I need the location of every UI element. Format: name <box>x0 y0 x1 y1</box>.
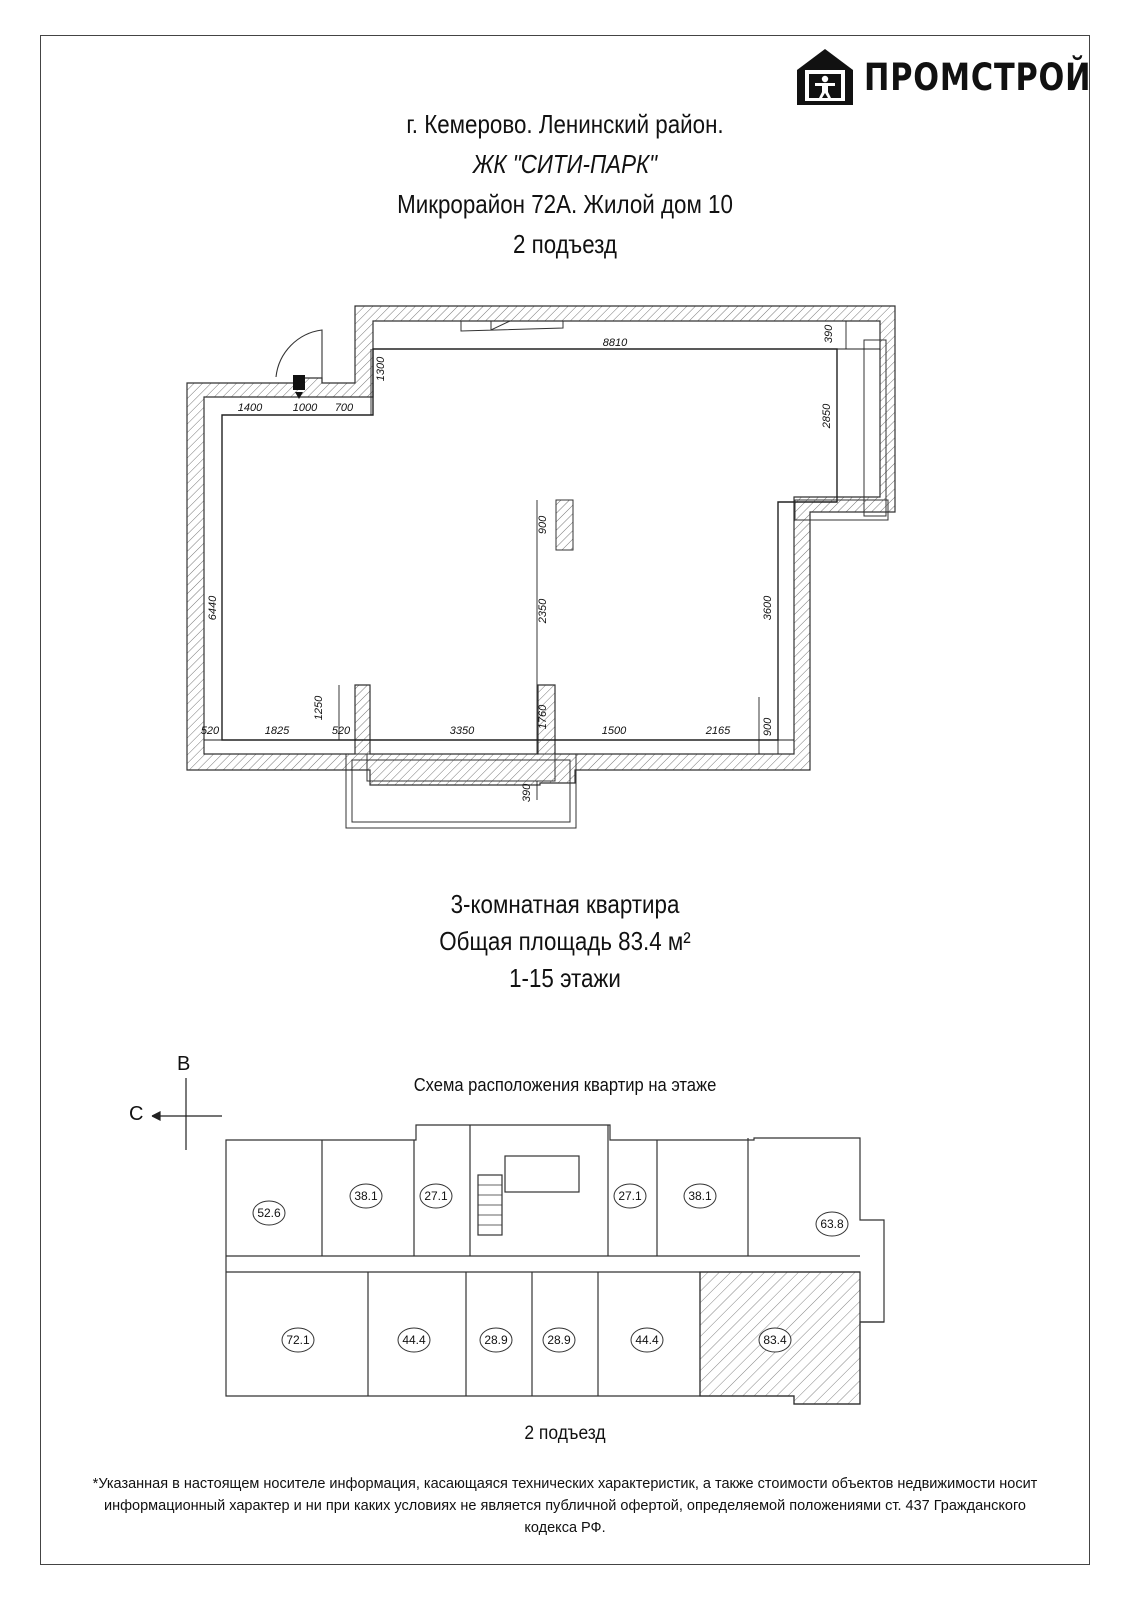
apartment-area: Общая площадь 83.4 м² <box>439 926 691 956</box>
scheme-entrance-label: 2 подъезд <box>524 1423 606 1444</box>
area-top-6: 63.8 <box>820 1217 844 1231</box>
dim-bottom-520-b: 520 <box>331 725 351 737</box>
disclaimer-line-1: *Указанная в настоящем носителе информация, касающаяся технических характеристик, а также стоимости объектов недвижимости носит <box>92 1476 1038 1492</box>
building-line: Микрорайон 72А. Жилой дом 10 <box>397 189 733 219</box>
dim-right-upper: 2850 <box>821 403 833 429</box>
compass-north-label: В <box>177 1053 191 1075</box>
dim-balcony-depth: 390 <box>521 783 533 803</box>
dim-top-length: 8810 <box>602 337 628 349</box>
central-column <box>556 500 573 550</box>
highlighted-apartment <box>700 1272 884 1404</box>
city-line: г. Кемерово. Ленинский район. <box>406 109 724 139</box>
dim-bottom-520-a: 520 <box>200 725 220 737</box>
area-bottom-1: 72.1 <box>286 1333 310 1347</box>
dim-bottom-1825: 1825 <box>264 725 290 737</box>
area-bottom-2: 44.4 <box>402 1333 426 1347</box>
dim-right-segment: 700 <box>334 402 354 414</box>
apartment-info <box>330 886 800 997</box>
complex-name: ЖК "СИТИ-ПАРК" <box>472 149 658 179</box>
area-top-4: 27.1 <box>618 1189 642 1203</box>
dim-bottom-1500: 1500 <box>601 725 627 737</box>
dim-right-lower: 3600 <box>762 595 774 621</box>
area-bottom-3: 28.9 <box>484 1333 508 1347</box>
disclaimer-line-2: информационный характер и ни при каких условиях не является публичной офертой, определяемой положениями ст. 437 Гражданского кодекса РФ. <box>104 1498 1026 1536</box>
dim-door-offset: 1300 <box>375 356 387 382</box>
apartment-type: 3-комнатная квартира <box>450 889 680 919</box>
compass-west-label: С <box>129 1103 144 1125</box>
area-top-1: 52.6 <box>257 1206 281 1220</box>
dim-bottom-2165: 2165 <box>705 725 731 737</box>
area-top-2: 38.1 <box>354 1189 378 1203</box>
apartment-floors: 1-15 этажи <box>509 963 621 993</box>
area-bottom-5: 44.4 <box>635 1333 659 1347</box>
area-bottom-6: 83.4 <box>763 1333 787 1347</box>
entrance-line: 2 подъезд <box>512 229 617 259</box>
disclaimer <box>80 1473 1050 1539</box>
compass <box>152 1078 222 1150</box>
dim-left-height: 6440 <box>207 595 219 621</box>
dim-right-bottom: 900 <box>762 717 774 737</box>
area-bottom-4: 28.9 <box>547 1333 571 1347</box>
dim-top-right-short: 390 <box>823 324 835 344</box>
dim-center-height: 2350 <box>537 598 549 624</box>
dim-window-depth: 1250 <box>313 695 325 721</box>
dim-left-segment: 1400 <box>237 402 263 414</box>
dim-column-height: 900 <box>537 515 549 535</box>
area-top-5: 38.1 <box>688 1189 712 1203</box>
logo-text: ПРОМСТРОЙ <box>864 55 1092 99</box>
dim-door-width: 1000 <box>292 402 318 414</box>
dim-bottom-3350: 3350 <box>449 725 475 737</box>
dim-balcony-height: 1760 <box>537 704 549 730</box>
scheme-title: Схема расположения квартир на этаже <box>413 1075 717 1095</box>
area-top-3: 27.1 <box>424 1189 448 1203</box>
